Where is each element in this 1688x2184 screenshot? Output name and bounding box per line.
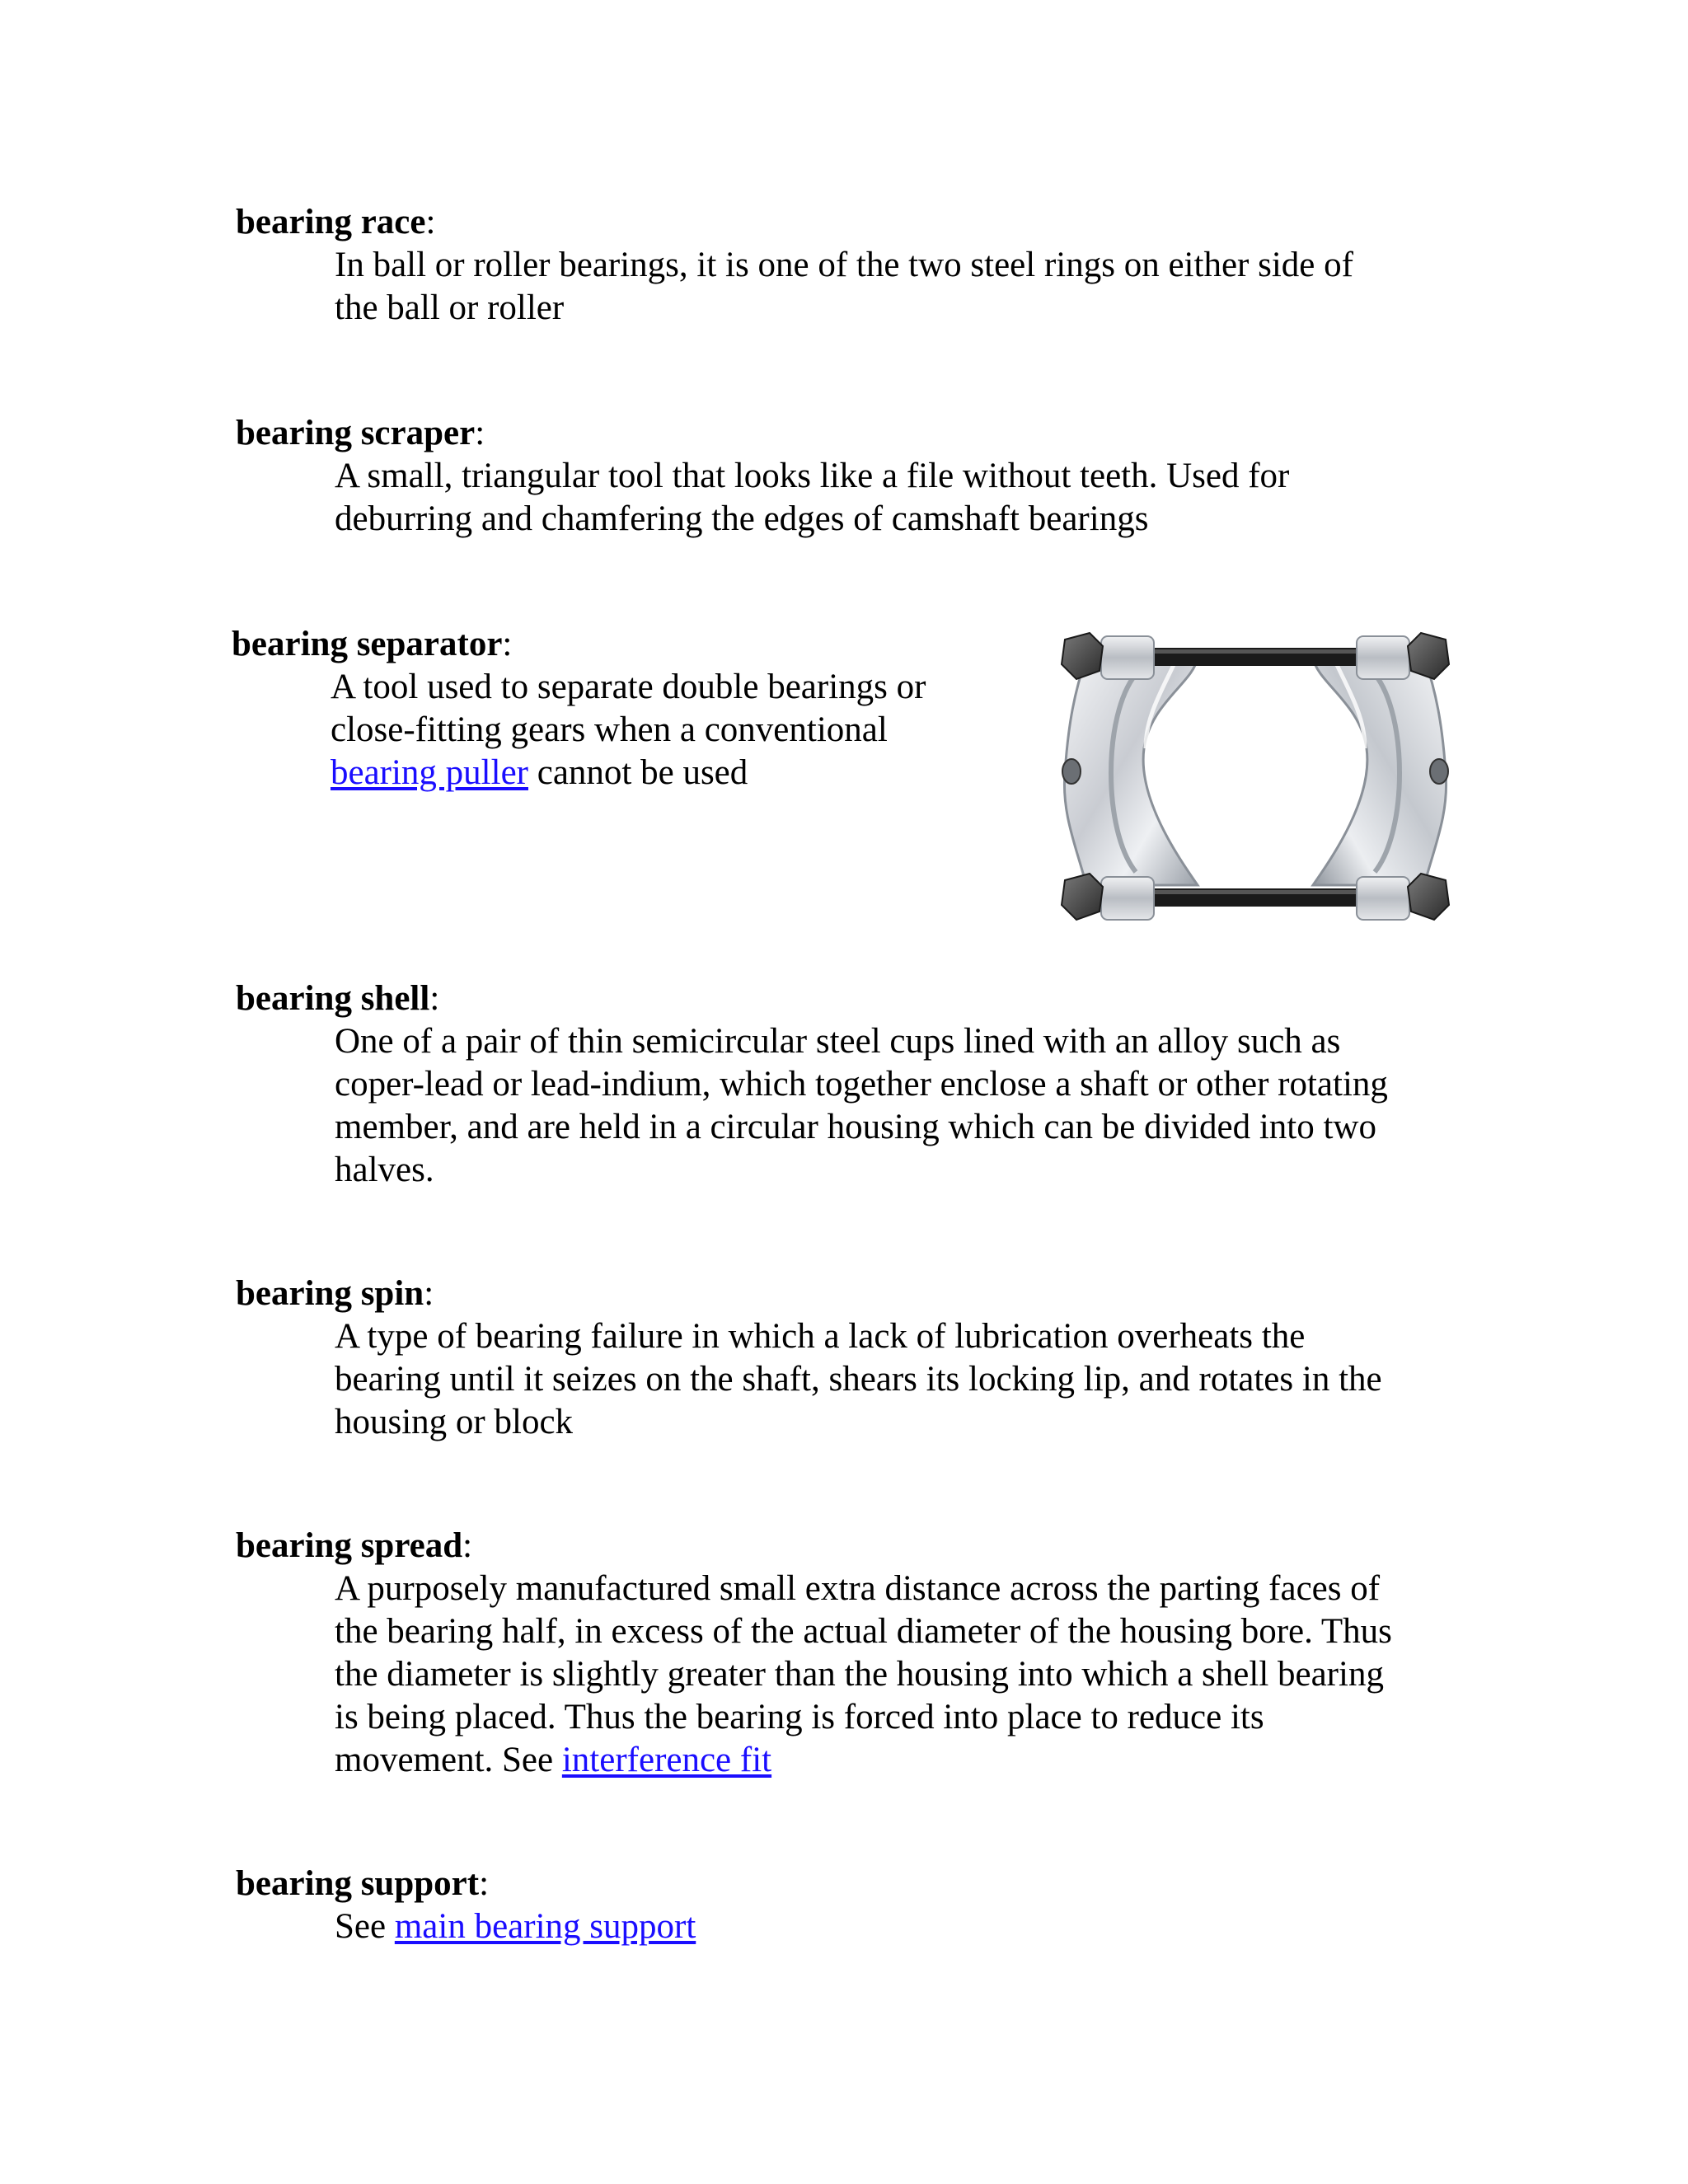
definition-line: the bearing half, in excess of the actual diameter of the housing bore. Thus (335, 1612, 1392, 1651)
interference-fit-link[interactable]: interference fit (561, 1741, 772, 1779)
definition-line: the ball or roller (335, 288, 565, 327)
definition-line: One of a pair of thin semicircular steel cups lined with an alloy such as (335, 1022, 1341, 1061)
definition-line: deburring and chamfering the edges of camshaft bearings (335, 499, 1149, 538)
term-definition (331, 666, 973, 794)
definition-line: A tool used to separate double bearings or (331, 668, 926, 706)
term-name: bearing shell (236, 979, 430, 1018)
term-definition (335, 244, 1456, 330)
term-name: bearing separator (232, 625, 503, 663)
term-heading: bearing race: (236, 203, 436, 241)
glossary-entry-bearing-spin (236, 1272, 1456, 1444)
glossary-entry-bearing-shell (236, 977, 1456, 1192)
definition-line: A purposely manufactured small extra distance across the parting faces of (335, 1569, 1381, 1608)
definition-line: See main bearing support (335, 1907, 696, 1946)
term-heading: bearing support: (236, 1864, 490, 1903)
definition-line: A type of bearing failure in which a lack of lubrication overheats the (335, 1317, 1306, 1356)
term-definition (335, 455, 1456, 541)
definition-line: A small, triangular tool that looks like a file without teeth. Used for (335, 457, 1290, 495)
bearing-puller-link[interactable]: bearing puller (331, 753, 528, 792)
definition-line: bearing until it seizes on the shaft, shears its locking lip, and rotates in the (335, 1360, 1382, 1399)
definition-line: is being placed. Thus the bearing is forced into place to reduce its (335, 1698, 1264, 1736)
term-name: bearing spread (236, 1526, 463, 1565)
term-name: bearing spin (236, 1274, 424, 1313)
term-name: bearing support (236, 1864, 480, 1903)
definition-line: In ball or roller bearings, it is one of the two steel rings on either side of (335, 246, 1353, 284)
term-definition (335, 1905, 1456, 1948)
bearing-separator-image (1053, 625, 1457, 935)
term-definition (335, 1568, 1456, 1782)
term-definition (335, 1020, 1456, 1192)
glossary-entry-bearing-scraper (236, 412, 1456, 541)
glossary-entry-bearing-race (236, 201, 1456, 330)
glossary-entry-bearing-separator (232, 623, 973, 794)
definition-line: housing or block (335, 1403, 574, 1441)
definition-line: halves. (335, 1151, 434, 1189)
definition-line: bearing puller cannot be used (331, 753, 748, 792)
term-heading: bearing spread: (236, 1526, 473, 1565)
glossary-entry-bearing-support (236, 1863, 1456, 1948)
term-name: bearing scraper (236, 414, 476, 452)
definition-line: coper-lead or lead-indium, which together enclose a shaft or other rotating (335, 1065, 1388, 1104)
definition-line: close-fitting gears when a conventional (331, 710, 888, 749)
term-name: bearing race (236, 203, 426, 241)
term-heading: bearing spin: (236, 1274, 434, 1313)
term-heading: bearing scraper: (236, 414, 485, 452)
term-heading: bearing separator: (232, 625, 513, 663)
definition-line: movement. See interference fit (335, 1741, 772, 1779)
term-heading: bearing shell: (236, 979, 440, 1018)
glossary-entry-bearing-spread (236, 1525, 1456, 1782)
term-definition (335, 1315, 1456, 1444)
definition-line: member, and are held in a circular housing which can be divided into two (335, 1108, 1376, 1146)
definition-line: the diameter is slightly greater than the housing into which a shell bearing (335, 1655, 1384, 1694)
main-bearing-support-link[interactable]: main bearing support (394, 1907, 696, 1946)
